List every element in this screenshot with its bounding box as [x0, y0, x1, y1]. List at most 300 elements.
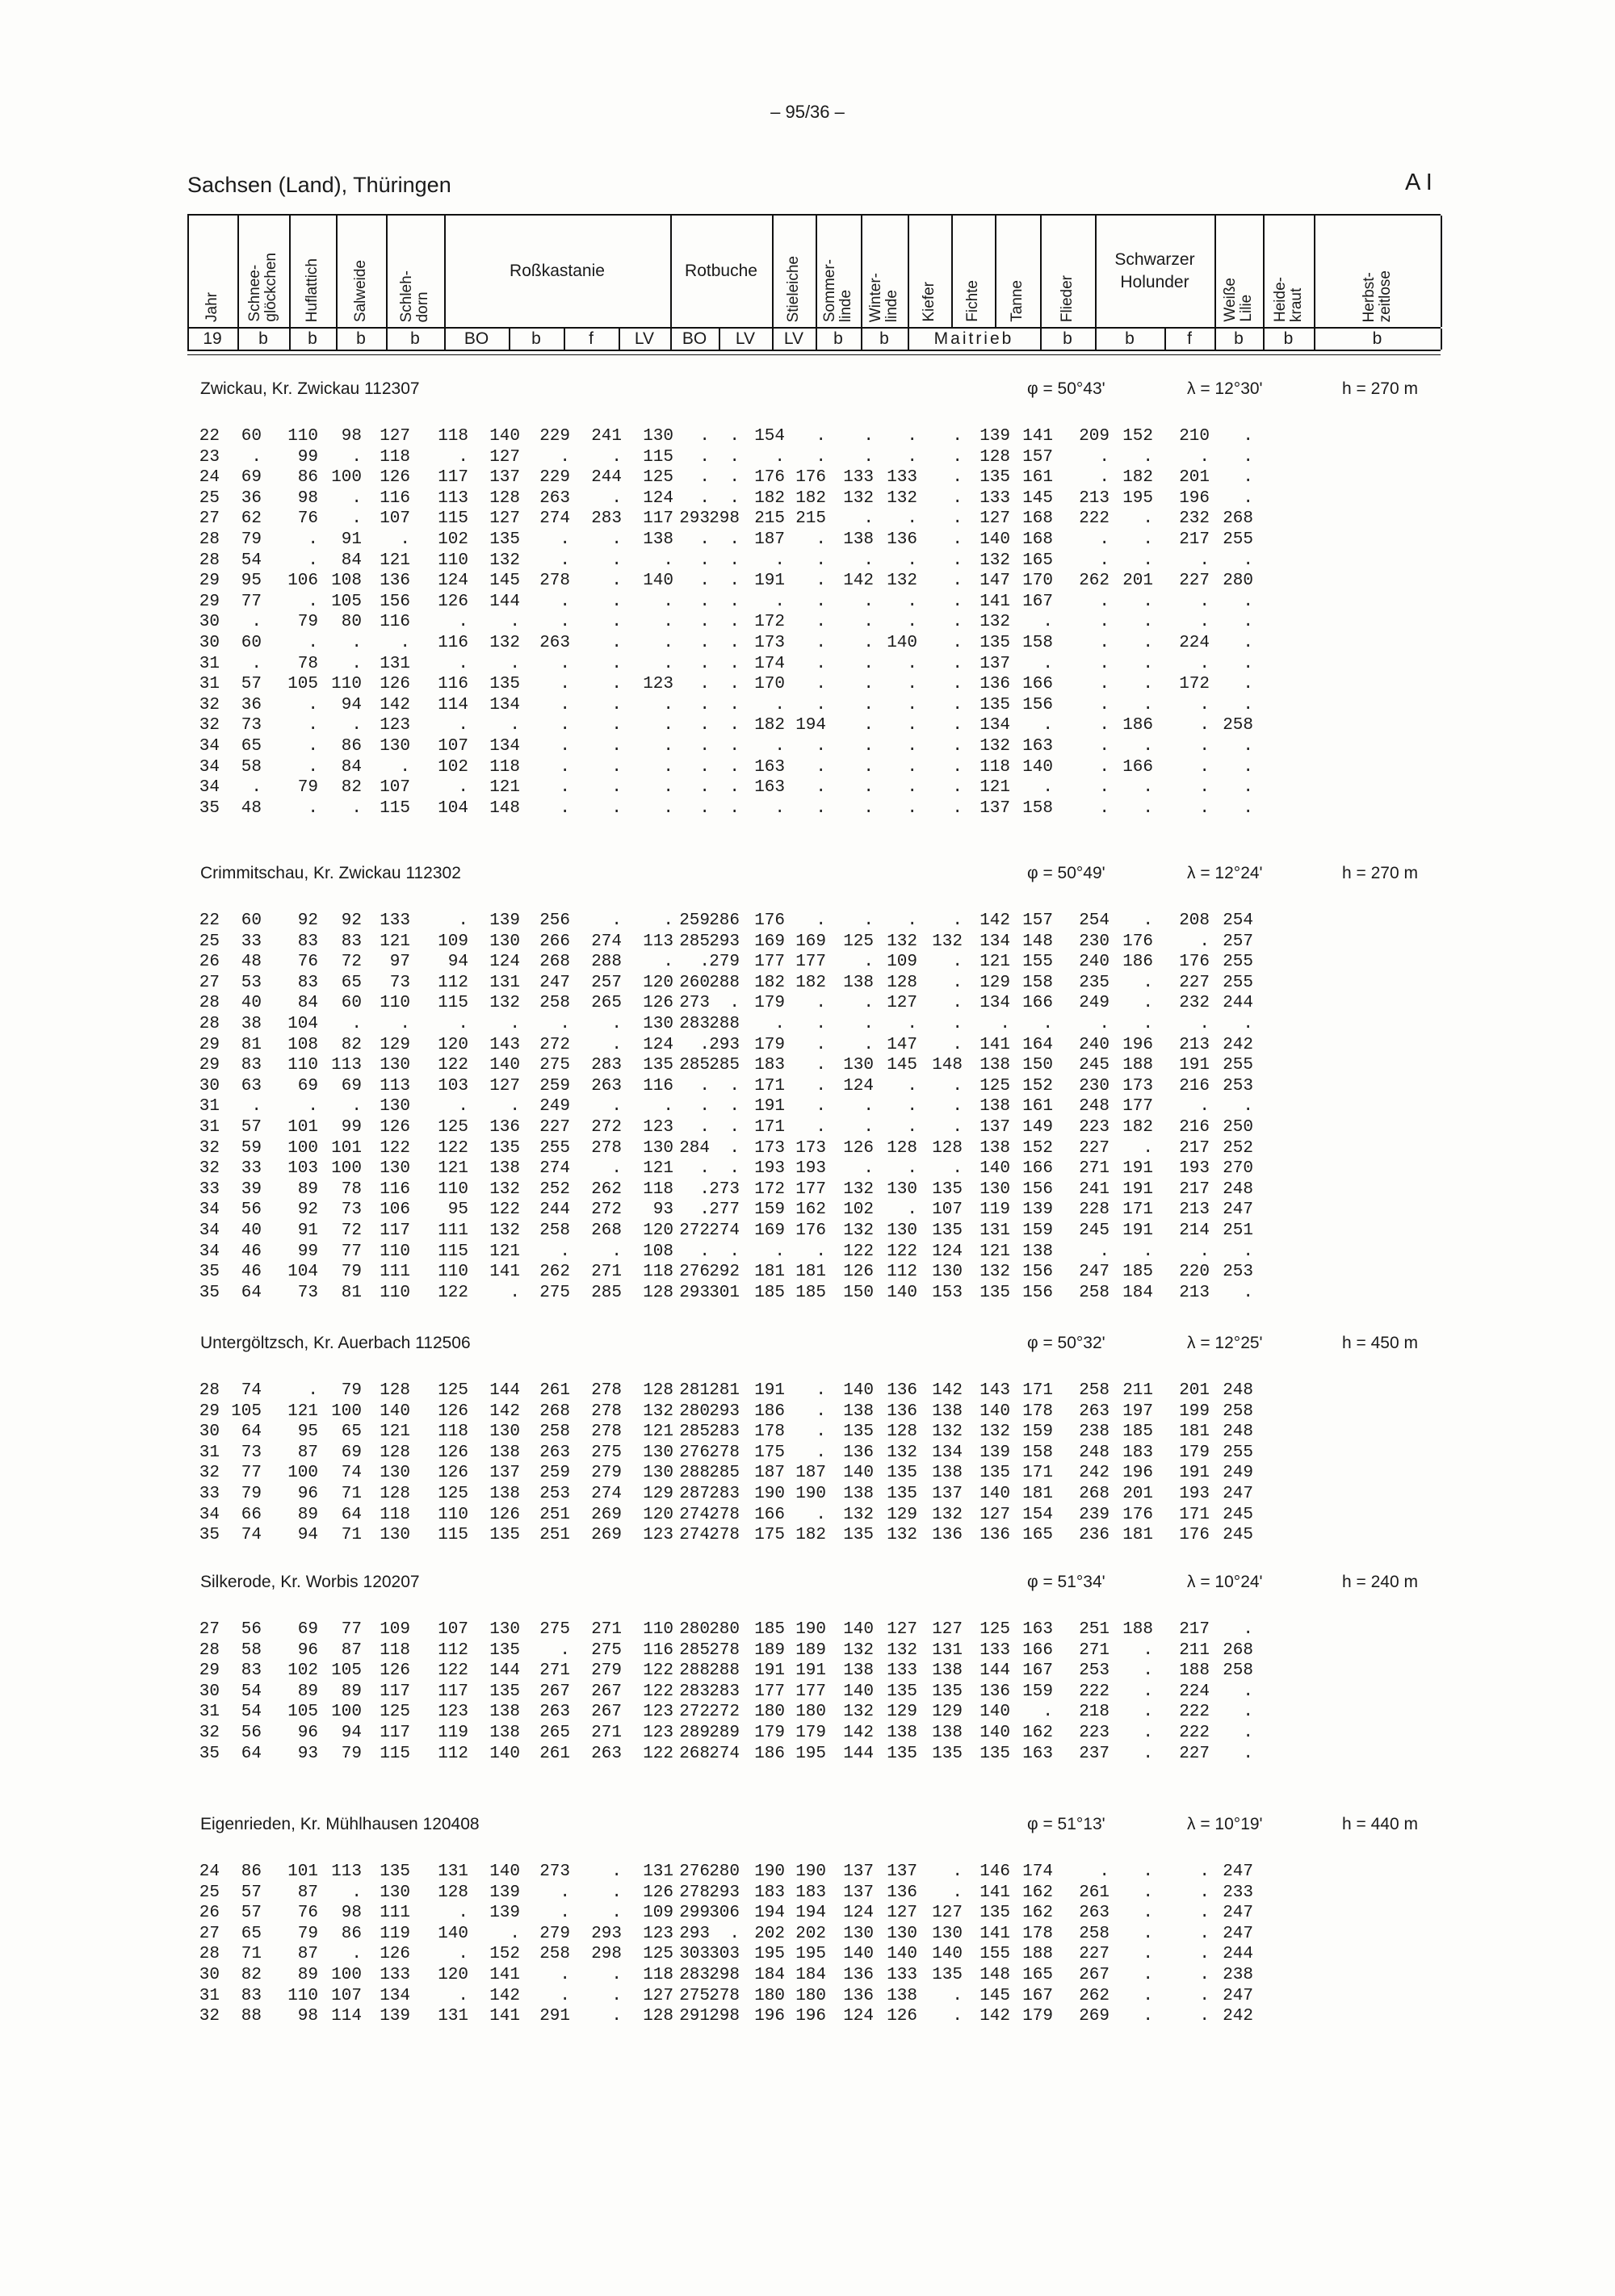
table-cell: 138	[843, 530, 874, 549]
table-cell: 112	[438, 1744, 468, 1763]
table-cell: 188	[1122, 1620, 1153, 1639]
station-height: h = 450 m	[1342, 1334, 1418, 1352]
table-cell: 180	[795, 1703, 826, 1722]
table-cell: 245	[1223, 1505, 1253, 1524]
table-row	[195, 1401, 1439, 1422]
table-cell: .	[1243, 1703, 1253, 1722]
table-cell: 109	[643, 1904, 673, 1923]
table-cell: .	[699, 530, 710, 549]
table-cell: 279	[591, 1464, 622, 1483]
table-cell: 163	[754, 778, 785, 798]
table-cell: 227	[1179, 973, 1210, 992]
table-cell: 102	[438, 757, 468, 777]
table-cell: .	[1199, 1014, 1210, 1033]
table-cell: 136	[887, 530, 917, 549]
table-cell: .	[308, 530, 318, 549]
header-code-4: b	[410, 329, 420, 348]
table-cell: .	[729, 633, 740, 652]
table-cell: 274	[709, 1744, 740, 1763]
header-vline	[289, 216, 291, 327]
table-cell: .	[863, 654, 874, 673]
table-cell: 79	[241, 1484, 262, 1503]
table-cell: 83	[297, 932, 318, 951]
station-header	[195, 1334, 1439, 1355]
table-cell: 278	[709, 1986, 740, 2005]
table-cell: .	[663, 911, 673, 930]
table-cell: .	[611, 1904, 622, 1923]
table-cell: 29	[199, 1661, 220, 1681]
table-cell: 120	[438, 1965, 468, 1984]
table-cell: 244	[1223, 1945, 1253, 1964]
table-cell: 99	[341, 1117, 362, 1137]
table-cell: 263	[591, 1744, 622, 1763]
table-cell: 121	[643, 1159, 673, 1179]
table-cell: 60	[241, 633, 262, 652]
table-cell: 33	[241, 932, 262, 951]
table-cell: 126	[489, 1505, 520, 1524]
table-cell: .	[351, 798, 362, 818]
table-cell: 130	[932, 1924, 963, 1943]
table-cell: .	[816, 675, 826, 694]
table-cell: .	[308, 695, 318, 714]
table-cell: 249	[1223, 1464, 1253, 1483]
station-rows	[195, 426, 1439, 819]
table-cell: 176	[1179, 953, 1210, 972]
table-cell: 100	[287, 1138, 318, 1158]
table-code: A I	[1405, 170, 1433, 195]
table-cell: 140	[979, 530, 1010, 549]
table-cell: 267	[591, 1682, 622, 1701]
table-cell: .	[1143, 1945, 1153, 1964]
table-cell: .	[729, 551, 740, 570]
table-cell: .	[816, 427, 826, 446]
table-cell: 144	[979, 1661, 1010, 1681]
table-cell: 270	[1223, 1159, 1253, 1179]
table-cell: 148	[1022, 932, 1053, 951]
table-cell: 69	[297, 1620, 318, 1639]
table-cell: .	[699, 716, 710, 735]
header-col-2	[289, 220, 336, 322]
table-cell: 162	[1022, 1723, 1053, 1742]
table-cell: .	[611, 911, 622, 930]
table-cell: 133	[887, 1661, 917, 1681]
table-cell: .	[1099, 757, 1110, 777]
table-cell: 152	[489, 1945, 520, 1964]
header-codes-row	[187, 327, 1441, 351]
table-cell: .	[863, 911, 874, 930]
table-cell: 64	[241, 1283, 262, 1302]
table-cell: 259	[539, 1464, 570, 1483]
table-cell: .	[729, 447, 740, 467]
table-cell: 89	[297, 1505, 318, 1524]
table-cell: 122	[643, 1682, 673, 1701]
table-cell: 274	[591, 1484, 622, 1503]
table-cell: .	[1243, 1014, 1253, 1033]
table-cell: 56	[241, 1200, 262, 1220]
table-cell: 267	[1079, 1965, 1110, 1984]
table-cell: 142	[979, 911, 1010, 930]
table-cell: 133	[380, 1965, 410, 1984]
table-cell: 76	[297, 509, 318, 529]
table-cell: .	[1243, 757, 1253, 777]
table-cell: 64	[341, 1505, 362, 1524]
table-cell: 96	[297, 1640, 318, 1660]
table-cell: 140	[1022, 757, 1053, 777]
header-vline	[1314, 216, 1315, 327]
table-cell: .	[907, 798, 917, 818]
table-cell: .	[699, 1076, 710, 1096]
table-cell: 222	[1179, 1703, 1210, 1722]
table-cell: 176	[1122, 1505, 1153, 1524]
table-cell: .	[816, 778, 826, 798]
header-vline	[1040, 329, 1042, 350]
table-cell: 158	[1022, 633, 1053, 652]
table-cell: 54	[241, 551, 262, 570]
table-cell: .	[351, 1097, 362, 1117]
table-cell: 213	[1179, 1200, 1210, 1220]
table-cell: 242	[1223, 2007, 1253, 2026]
table-cell: .	[400, 530, 410, 549]
table-row	[195, 592, 1439, 613]
table-row	[195, 1702, 1439, 1723]
table-cell: .	[611, 1862, 622, 1881]
table-cell: 140	[887, 1283, 917, 1302]
header-code-13: b	[879, 329, 889, 348]
table-cell: .	[907, 1159, 917, 1179]
table-cell: 283	[679, 1014, 710, 1033]
table-cell: 263	[591, 1076, 622, 1096]
table-cell: 132	[887, 1443, 917, 1462]
table-cell: 263	[1079, 1904, 1110, 1923]
header-vline	[1441, 329, 1442, 350]
table-cell: 140	[380, 1401, 410, 1421]
table-cell: 35	[199, 1526, 220, 1545]
table-cell: 158	[1022, 973, 1053, 992]
table-cell: .	[611, 778, 622, 798]
table-cell: 201	[1179, 1381, 1210, 1400]
table-cell: .	[816, 1035, 826, 1054]
table-cell: 177	[795, 1682, 826, 1701]
table-cell: .	[1042, 716, 1053, 735]
table-cell: 196	[754, 2007, 785, 2026]
table-cell: 123	[643, 675, 673, 694]
table-cell: .	[699, 592, 710, 611]
table-cell: 280	[679, 1620, 710, 1639]
table-cell: .	[774, 798, 785, 818]
table-cell: 109	[887, 953, 917, 972]
table-cell: .	[458, 911, 468, 930]
table-cell: 245	[1079, 1056, 1110, 1075]
table-cell: 92	[297, 1200, 318, 1220]
table-cell: 34	[199, 1242, 220, 1261]
table-cell: 241	[1079, 1179, 1110, 1199]
table-cell: 230	[1079, 932, 1110, 951]
table-row	[195, 736, 1439, 757]
table-cell: 122	[438, 1056, 468, 1075]
header-code-11: LV	[783, 329, 804, 348]
table-cell: 247	[1223, 1904, 1253, 1923]
table-cell: 107	[331, 1986, 362, 2005]
table-cell: 275	[591, 1640, 622, 1660]
table-cell: 118	[438, 427, 468, 446]
table-cell: 135	[979, 633, 1010, 652]
table-cell: .	[863, 695, 874, 714]
table-cell: 119	[438, 1723, 468, 1742]
table-cell: 135	[979, 695, 1010, 714]
table-cell: 101	[287, 1862, 318, 1881]
table-cell: .	[1199, 592, 1210, 611]
table-cell: 210	[1179, 427, 1210, 446]
table-cell: .	[611, 613, 622, 632]
table-cell: .	[952, 1035, 963, 1054]
table-cell: 130	[380, 1464, 410, 1483]
header-col-label: Huflattich	[304, 258, 321, 322]
table-cell: 136	[843, 1986, 874, 2005]
station-height: h = 240 m	[1342, 1573, 1418, 1591]
table-cell: 263	[539, 488, 570, 508]
table-cell: .	[1243, 1620, 1253, 1639]
table-cell: 268	[1223, 1640, 1253, 1660]
table-cell: 121	[489, 1242, 520, 1261]
table-cell: .	[907, 654, 917, 673]
table-cell: 191	[754, 1097, 785, 1117]
table-cell: 128	[380, 1381, 410, 1400]
table-row	[195, 1505, 1439, 1526]
table-cell: .	[1199, 778, 1210, 798]
table-cell: 224	[1179, 1682, 1210, 1701]
table-cell: 262	[591, 1179, 622, 1199]
table-cell: 237	[1079, 1744, 1110, 1763]
table-cell: 113	[380, 1076, 410, 1096]
table-cell: .	[351, 716, 362, 735]
table-cell: 172	[754, 1179, 785, 1199]
table-cell: .	[308, 1381, 318, 1400]
table-cell: .	[952, 447, 963, 467]
table-cell: 183	[795, 1883, 826, 1902]
table-cell: 188	[1179, 1661, 1210, 1681]
table-cell: 132	[843, 1179, 874, 1199]
table-cell: 193	[754, 1159, 785, 1179]
table-cell: .	[816, 633, 826, 652]
table-cell: 289	[709, 1723, 740, 1742]
table-cell: .	[729, 488, 740, 508]
table-cell: 145	[979, 1986, 1010, 2005]
table-cell: 167	[1022, 1986, 1053, 2005]
table-cell: 173	[1122, 1076, 1153, 1096]
table-cell: .	[1099, 551, 1110, 570]
table-cell: 135	[887, 1464, 917, 1483]
table-cell: 202	[795, 1924, 826, 1943]
table-cell: 280	[709, 1620, 740, 1639]
table-cell: 123	[643, 1526, 673, 1545]
table-cell: .	[816, 654, 826, 673]
table-cell: .	[308, 633, 318, 652]
table-cell: 33	[199, 1484, 220, 1503]
table-cell: 288	[709, 1661, 740, 1681]
table-cell: 140	[438, 1924, 468, 1943]
table-cell: 283	[709, 1682, 740, 1701]
table-cell: 124	[643, 488, 673, 508]
table-cell: .	[1243, 654, 1253, 673]
table-cell: 195	[795, 1945, 826, 1964]
table-cell: 121	[489, 778, 520, 798]
table-cell: 136	[887, 1883, 917, 1902]
table-cell: .	[1199, 1965, 1210, 1984]
table-cell: 100	[331, 468, 362, 488]
table-cell: 140	[843, 1381, 874, 1400]
header-col-label: Flieder	[1059, 274, 1076, 322]
table-cell: 135	[979, 1904, 1010, 1923]
table-cell: 284	[679, 1138, 710, 1158]
table-cell: 126	[438, 592, 468, 611]
table-cell: .	[907, 778, 917, 798]
table-cell: .	[1143, 736, 1153, 756]
table-cell: 122	[887, 1242, 917, 1261]
table-cell: 93	[652, 1200, 673, 1220]
table-cell: 117	[380, 1682, 410, 1701]
table-cell: 278	[679, 1883, 710, 1902]
table-cell: 128	[643, 1283, 673, 1302]
station-lambda: λ = 10°24'	[1187, 1573, 1263, 1591]
table-row	[195, 1055, 1439, 1076]
table-cell: 132	[643, 1401, 673, 1421]
table-row	[195, 1682, 1439, 1703]
table-cell: 64	[241, 1744, 262, 1763]
table-cell: .	[1143, 1661, 1153, 1681]
table-cell: 169	[754, 1221, 785, 1240]
table-cell: 103	[438, 1076, 468, 1096]
table-cell: 105	[331, 1661, 362, 1681]
table-cell: 74	[241, 1381, 262, 1400]
header-col-11	[772, 220, 816, 322]
table-cell: 69	[341, 1076, 362, 1096]
table-cell: 137	[979, 654, 1010, 673]
table-cell: .	[952, 1986, 963, 2005]
table-cell: .	[699, 447, 710, 467]
table-cell: .	[952, 654, 963, 673]
table-cell: 125	[643, 468, 673, 488]
table-cell: 222	[1079, 509, 1110, 529]
table-cell: 172	[754, 613, 785, 632]
table-cell: 182	[754, 973, 785, 992]
table-cell: 176	[754, 468, 785, 488]
table-cell: .	[816, 551, 826, 570]
table-cell: .	[400, 633, 410, 652]
station-rows	[195, 1619, 1439, 1764]
station-height: h = 270 m	[1342, 379, 1418, 398]
table-cell: 107	[438, 736, 468, 756]
table-cell: 109	[438, 932, 468, 951]
header-col-16	[995, 220, 1040, 322]
table-cell: 34	[199, 1221, 220, 1240]
table-cell: .	[1042, 613, 1053, 632]
table-cell: 86	[241, 1862, 262, 1881]
table-cell: .	[611, 2007, 622, 2026]
table-cell: 268	[539, 1401, 570, 1421]
table-cell: 177	[795, 953, 826, 972]
table-cell: .	[560, 695, 570, 714]
header-code-7: f	[589, 329, 594, 348]
table-cell: 138	[843, 1661, 874, 1681]
table-cell: 79	[241, 530, 262, 549]
table-cell: .	[907, 716, 917, 735]
table-cell: .	[1143, 798, 1153, 818]
table-cell: .	[699, 633, 710, 652]
station-header	[195, 1573, 1439, 1594]
table-cell: .	[560, 1883, 570, 1902]
header-code-18: b	[1125, 329, 1135, 348]
table-cell: 121	[979, 1242, 1010, 1261]
table-row	[195, 633, 1439, 654]
table-cell: 81	[241, 1035, 262, 1054]
table-cell: 254	[1223, 911, 1253, 930]
table-cell: 235	[1079, 973, 1110, 992]
table-cell: .	[458, 1904, 468, 1923]
table-cell: 218	[1079, 1703, 1110, 1722]
table-cell: .	[1243, 1682, 1253, 1701]
table-cell: 106	[287, 572, 318, 591]
table-cell: 249	[539, 1097, 570, 1117]
table-cell: 145	[489, 572, 520, 591]
table-cell: 184	[795, 1965, 826, 1984]
header-vline	[1214, 329, 1216, 350]
station-section	[195, 1815, 1439, 2027]
table-cell: 30	[199, 633, 220, 652]
table-row	[195, 715, 1439, 736]
table-cell: 98	[341, 1904, 362, 1923]
table-cell: .	[907, 613, 917, 632]
table-cell: 276	[679, 1443, 710, 1462]
table-cell: 152	[1022, 1076, 1053, 1096]
table-cell: 161	[1022, 468, 1053, 488]
table-cell: .	[863, 592, 874, 611]
table-cell: 110	[331, 675, 362, 694]
table-cell: 84	[341, 757, 362, 777]
table-cell: .	[251, 778, 262, 798]
table-cell: 272	[539, 1035, 570, 1054]
table-cell: 32	[199, 695, 220, 714]
header-code-5: BO	[464, 329, 489, 348]
station-name: Zwickau, Kr. Zwickau 112307	[200, 379, 420, 398]
table-cell: 288	[679, 1464, 710, 1483]
table-cell: .	[816, 994, 826, 1013]
table-cell: .	[952, 427, 963, 446]
table-cell: 132	[887, 1640, 917, 1660]
table-cell: 28	[199, 1640, 220, 1660]
station-header	[195, 379, 1439, 400]
header-vline	[719, 329, 720, 350]
header-col-label: Schnee- glöckchen	[246, 253, 279, 322]
table-cell: 303	[679, 1945, 710, 1964]
table-cell: 87	[297, 1945, 318, 1964]
table-cell: 279	[709, 953, 740, 972]
table-cell: 187	[795, 1464, 826, 1483]
table-cell: .	[663, 778, 673, 798]
table-row	[195, 798, 1439, 819]
table-cell: 88	[241, 2007, 262, 2026]
table-cell: .	[1199, 798, 1210, 818]
table-cell: 134	[489, 695, 520, 714]
table-cell: 258	[1079, 1924, 1110, 1943]
table-cell: 106	[380, 1200, 410, 1220]
table-cell: 73	[241, 1443, 262, 1462]
table-cell: 129	[643, 1484, 673, 1503]
table-cell: .	[560, 1965, 570, 1984]
table-cell: 201	[1122, 572, 1153, 591]
table-cell: 272	[591, 1117, 622, 1137]
table-cell: .	[907, 695, 917, 714]
header-vline	[816, 329, 817, 350]
